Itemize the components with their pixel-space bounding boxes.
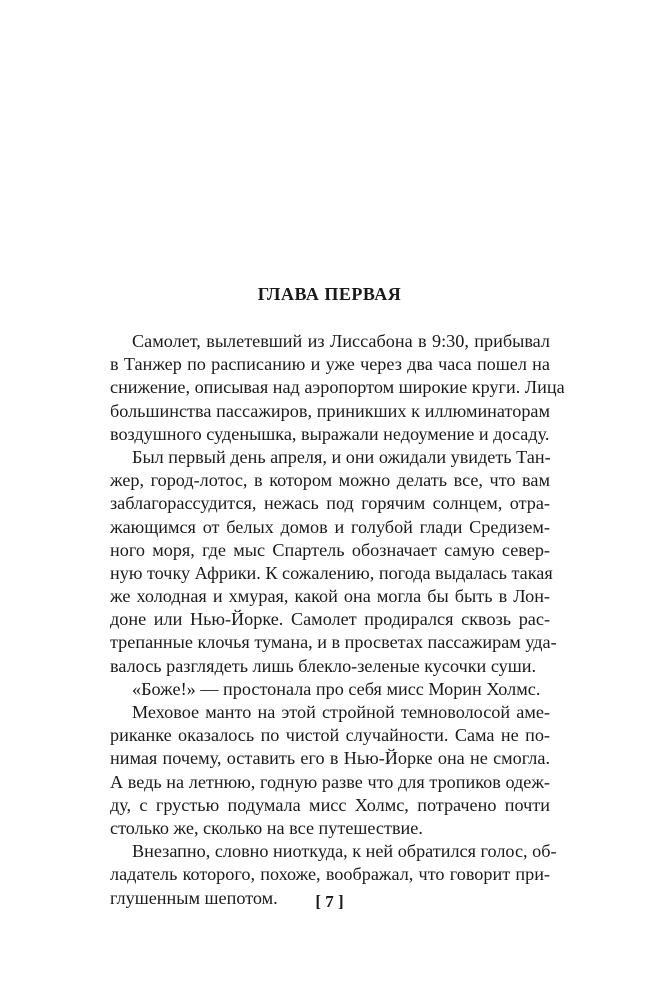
text-line: Самолет, вылетевший из Лиссабона в 9:30, прибывал [132, 331, 550, 351]
text-line: жер, город-лотос, в котором можно делать все, что вам [110, 470, 550, 491]
page-number: [ 7 ] [315, 892, 344, 911]
text-line: Меховое манто на этой стройной темноволосой аме- [132, 702, 550, 722]
text-line: воздушного суденышка, выражали недоумение и досаду. [110, 423, 550, 444]
text-line: глушенным шепотом. [110, 887, 278, 908]
text-line: доне или Нью-Йорке. Самолет продирался сквозь рас- [110, 609, 550, 630]
text-line: заблагорассудится, нежась под горячим солнцем, отра- [110, 493, 550, 514]
text-line: ду, с грустью подумала мисс Холмс, потрачено почти [110, 794, 550, 815]
text-line: же холодная и хмурая, какой она могла бы быть в Лон- [110, 586, 550, 607]
text-line: столько же, сколько на все путешествие. [110, 817, 423, 838]
text-line: жающимся от белых домов и голубой глади Средизем- [110, 516, 550, 537]
chapter-title: ГЛАВА ПЕРВАЯ [257, 284, 402, 304]
text-line: в Танжер по расписанию и уже через два часа пошел на [110, 354, 550, 375]
text-line: «Боже!» — простонала про себя мисс Морин Холмс. [132, 678, 541, 699]
text-line: риканке оказалось по чистой случайности. Сама не по- [110, 725, 550, 746]
chapter-text [110, 330, 565, 910]
text-line: ного моря, где мыс Спартель обозначает самую север- [110, 539, 550, 560]
text-line: ладатель которого, похоже, воображал, что говорит при- [110, 864, 550, 885]
text-line: большинства пассажиров, приникших к иллюминаторам [110, 400, 550, 421]
text-line: Внезапно, словно ниоткуда, к ней обратился голос, об- [132, 841, 557, 862]
text-line: снижение, описывая над аэропортом широкие круги. Лица [110, 377, 565, 398]
text-line: ную точку Африки. К сожалению, погода выдалась такая [110, 562, 553, 583]
text-line: А ведь на летнюю, годную разве что для тропиков одеж- [110, 771, 550, 792]
text-line: нимая почему, оставить его в Нью-Йорке она не смогла. [110, 748, 550, 769]
text-line: трепанные клочья тумана, и в просветах пассажирам уда- [110, 632, 557, 653]
text-line: Был первый день апреля, и они ожидали увидеть Тан- [132, 446, 551, 467]
text-line: валось разглядеть лишь блекло-зеленые кусочки суши. [110, 655, 537, 676]
